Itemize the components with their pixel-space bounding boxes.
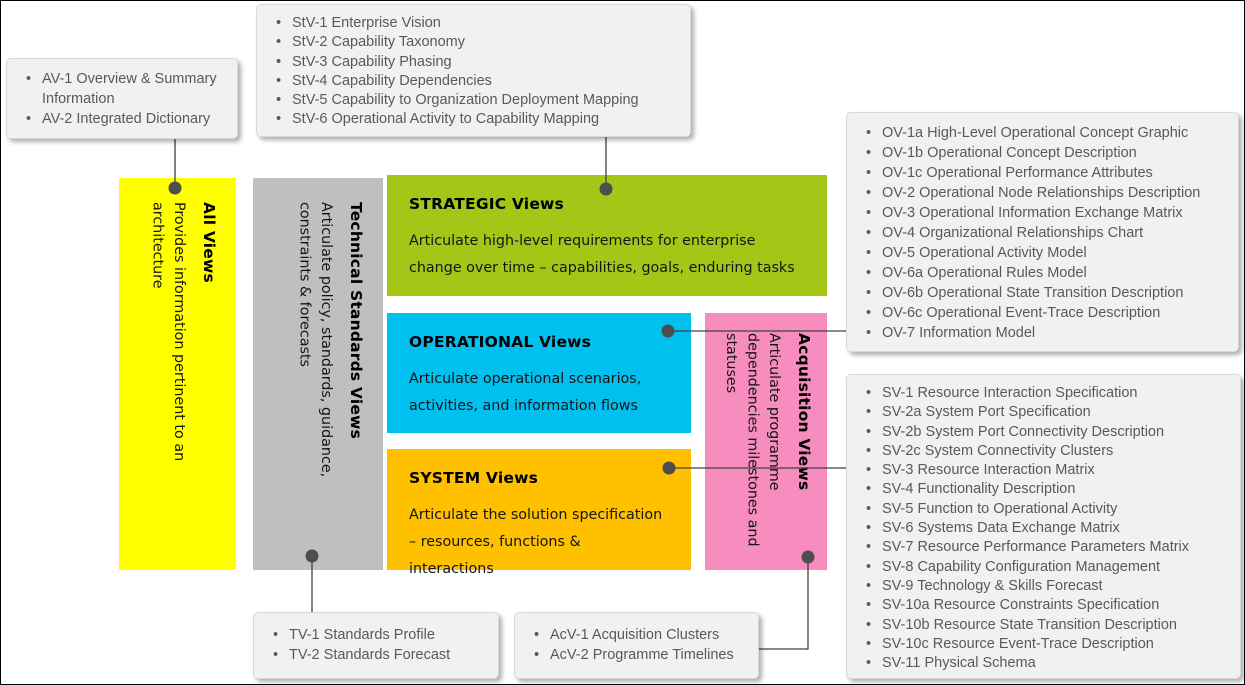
list-item: • StV-3 Capability Phasing (265, 53, 682, 72)
ov-list (855, 123, 1230, 343)
sv-callout (846, 374, 1241, 679)
list-item: • AV-1 Overview & Summary Information (15, 69, 229, 109)
list-item: • SV-4 Functionality Description (855, 480, 1232, 499)
all-views-title: All Views (200, 202, 218, 283)
list-item: • SV-5 Function to Operational Activity (855, 500, 1232, 519)
list-item: • StV-5 Capability to Organization Deployment Mapping (265, 91, 682, 110)
list-item: • OV-1c Operational Performance Attributes (855, 163, 1230, 183)
strategic-views-description: Articulate high-level requirements for enterprise change over time – capabilities, goals, enduring tasks (409, 233, 795, 277)
list-item: • SV-3 Resource Interaction Matrix (855, 461, 1232, 480)
list-item: • StV-6 Operational Activity to Capability Mapping (265, 110, 682, 129)
stv-list (265, 14, 682, 130)
list-item: • OV-3 Operational Information Exchange Matrix (855, 203, 1230, 223)
acquisition-views-pillar (705, 313, 827, 570)
sv-list (855, 384, 1232, 673)
list-item: • SV-2a System Port Specification (855, 403, 1232, 422)
av-list (15, 69, 229, 129)
list-item: • OV-6c Operational Event-Trace Description (855, 303, 1230, 323)
strategic-views-pillar (387, 175, 827, 296)
list-item: • SV-9 Technology & Skills Forecast (855, 577, 1232, 596)
list-item: • SV-8 Capability Configuration Management (855, 558, 1232, 577)
technical-standards-views-description: Articulate policy, standards, guidance, constraints & forecasts (296, 202, 334, 478)
list-item: • SV-11 Physical Schema (855, 654, 1232, 673)
ov-callout (846, 112, 1239, 352)
system-views-title: SYSTEM Views (409, 469, 539, 487)
list-item: • SV-7 Resource Performance Parameters Matrix (855, 538, 1232, 557)
system-views-pillar (387, 449, 691, 578)
list-item: • OV-7 Information Model (855, 323, 1230, 343)
list-item: • SV-2b System Port Connectivity Description (855, 423, 1232, 442)
list-item: • AcV-1 Acquisition Clusters (523, 625, 750, 645)
list-item: • OV-6a Operational Rules Model (855, 263, 1230, 283)
acquisition-views-description: Articulate programme dependencies milestones and statuses (723, 333, 782, 547)
list-item: • StV-1 Enterprise Vision (265, 14, 682, 33)
list-item: • OV-1a High-Level Operational Concept Graphic (855, 123, 1230, 143)
list-item: • SV-6 Systems Data Exchange Matrix (855, 519, 1232, 538)
list-item: • AV-2 Integrated Dictionary (15, 109, 229, 129)
list-item: • StV-2 Capability Taxonomy (265, 33, 682, 52)
tv-list (262, 625, 490, 665)
technical-standards-views-pillar (253, 178, 383, 570)
connector-acv-to-acquisition (759, 557, 808, 649)
stv-callout (256, 4, 691, 137)
system-views-description: Articulate the solution specification – resources, functions & interactions (409, 507, 663, 578)
list-item: • TV-1 Standards Profile (262, 625, 490, 645)
operational-views-description: Articulate operational scenarios, activities, and information flows (409, 371, 642, 415)
operational-views-pillar (387, 313, 691, 433)
list-item: • AcV-2 Programme Timelines (523, 645, 750, 665)
list-item: • OV-4 Organizational Relationships Chart (855, 223, 1230, 243)
operational-views-title: OPERATIONAL Views (409, 333, 592, 351)
list-item: • TV-2 Standards Forecast (262, 645, 490, 665)
list-item: • OV-2 Operational Node Relationships Description (855, 183, 1230, 203)
list-item: • SV-1 Resource Interaction Specification (855, 384, 1232, 403)
list-item: • OV-5 Operational Activity Model (855, 243, 1230, 263)
list-item: • SV-10b Resource State Transition Description (855, 616, 1232, 635)
list-item: • OV-1b Operational Concept Description (855, 143, 1230, 163)
all-views-pillar (119, 178, 236, 570)
list-item: • OV-6b Operational State Transition Description (855, 283, 1230, 303)
list-item: • SV-10c Resource Event-Trace Description (855, 635, 1232, 654)
strategic-views-title: STRATEGIC Views (409, 195, 564, 213)
av-callout (6, 58, 238, 139)
list-item: • SV-10a Resource Constraints Specification (855, 596, 1232, 615)
tv-callout (253, 612, 499, 679)
acv-callout (514, 612, 759, 679)
list-item: • SV-2c System Connectivity Clusters (855, 442, 1232, 461)
all-views-description: Provides information pertinent to an architecture (149, 202, 187, 462)
list-item: • StV-4 Capability Dependencies (265, 72, 682, 91)
acquisition-views-title: Acquisition Views (795, 333, 813, 491)
technical-standards-views-title: Technical Standards Views (347, 202, 365, 440)
acv-list (523, 625, 750, 665)
